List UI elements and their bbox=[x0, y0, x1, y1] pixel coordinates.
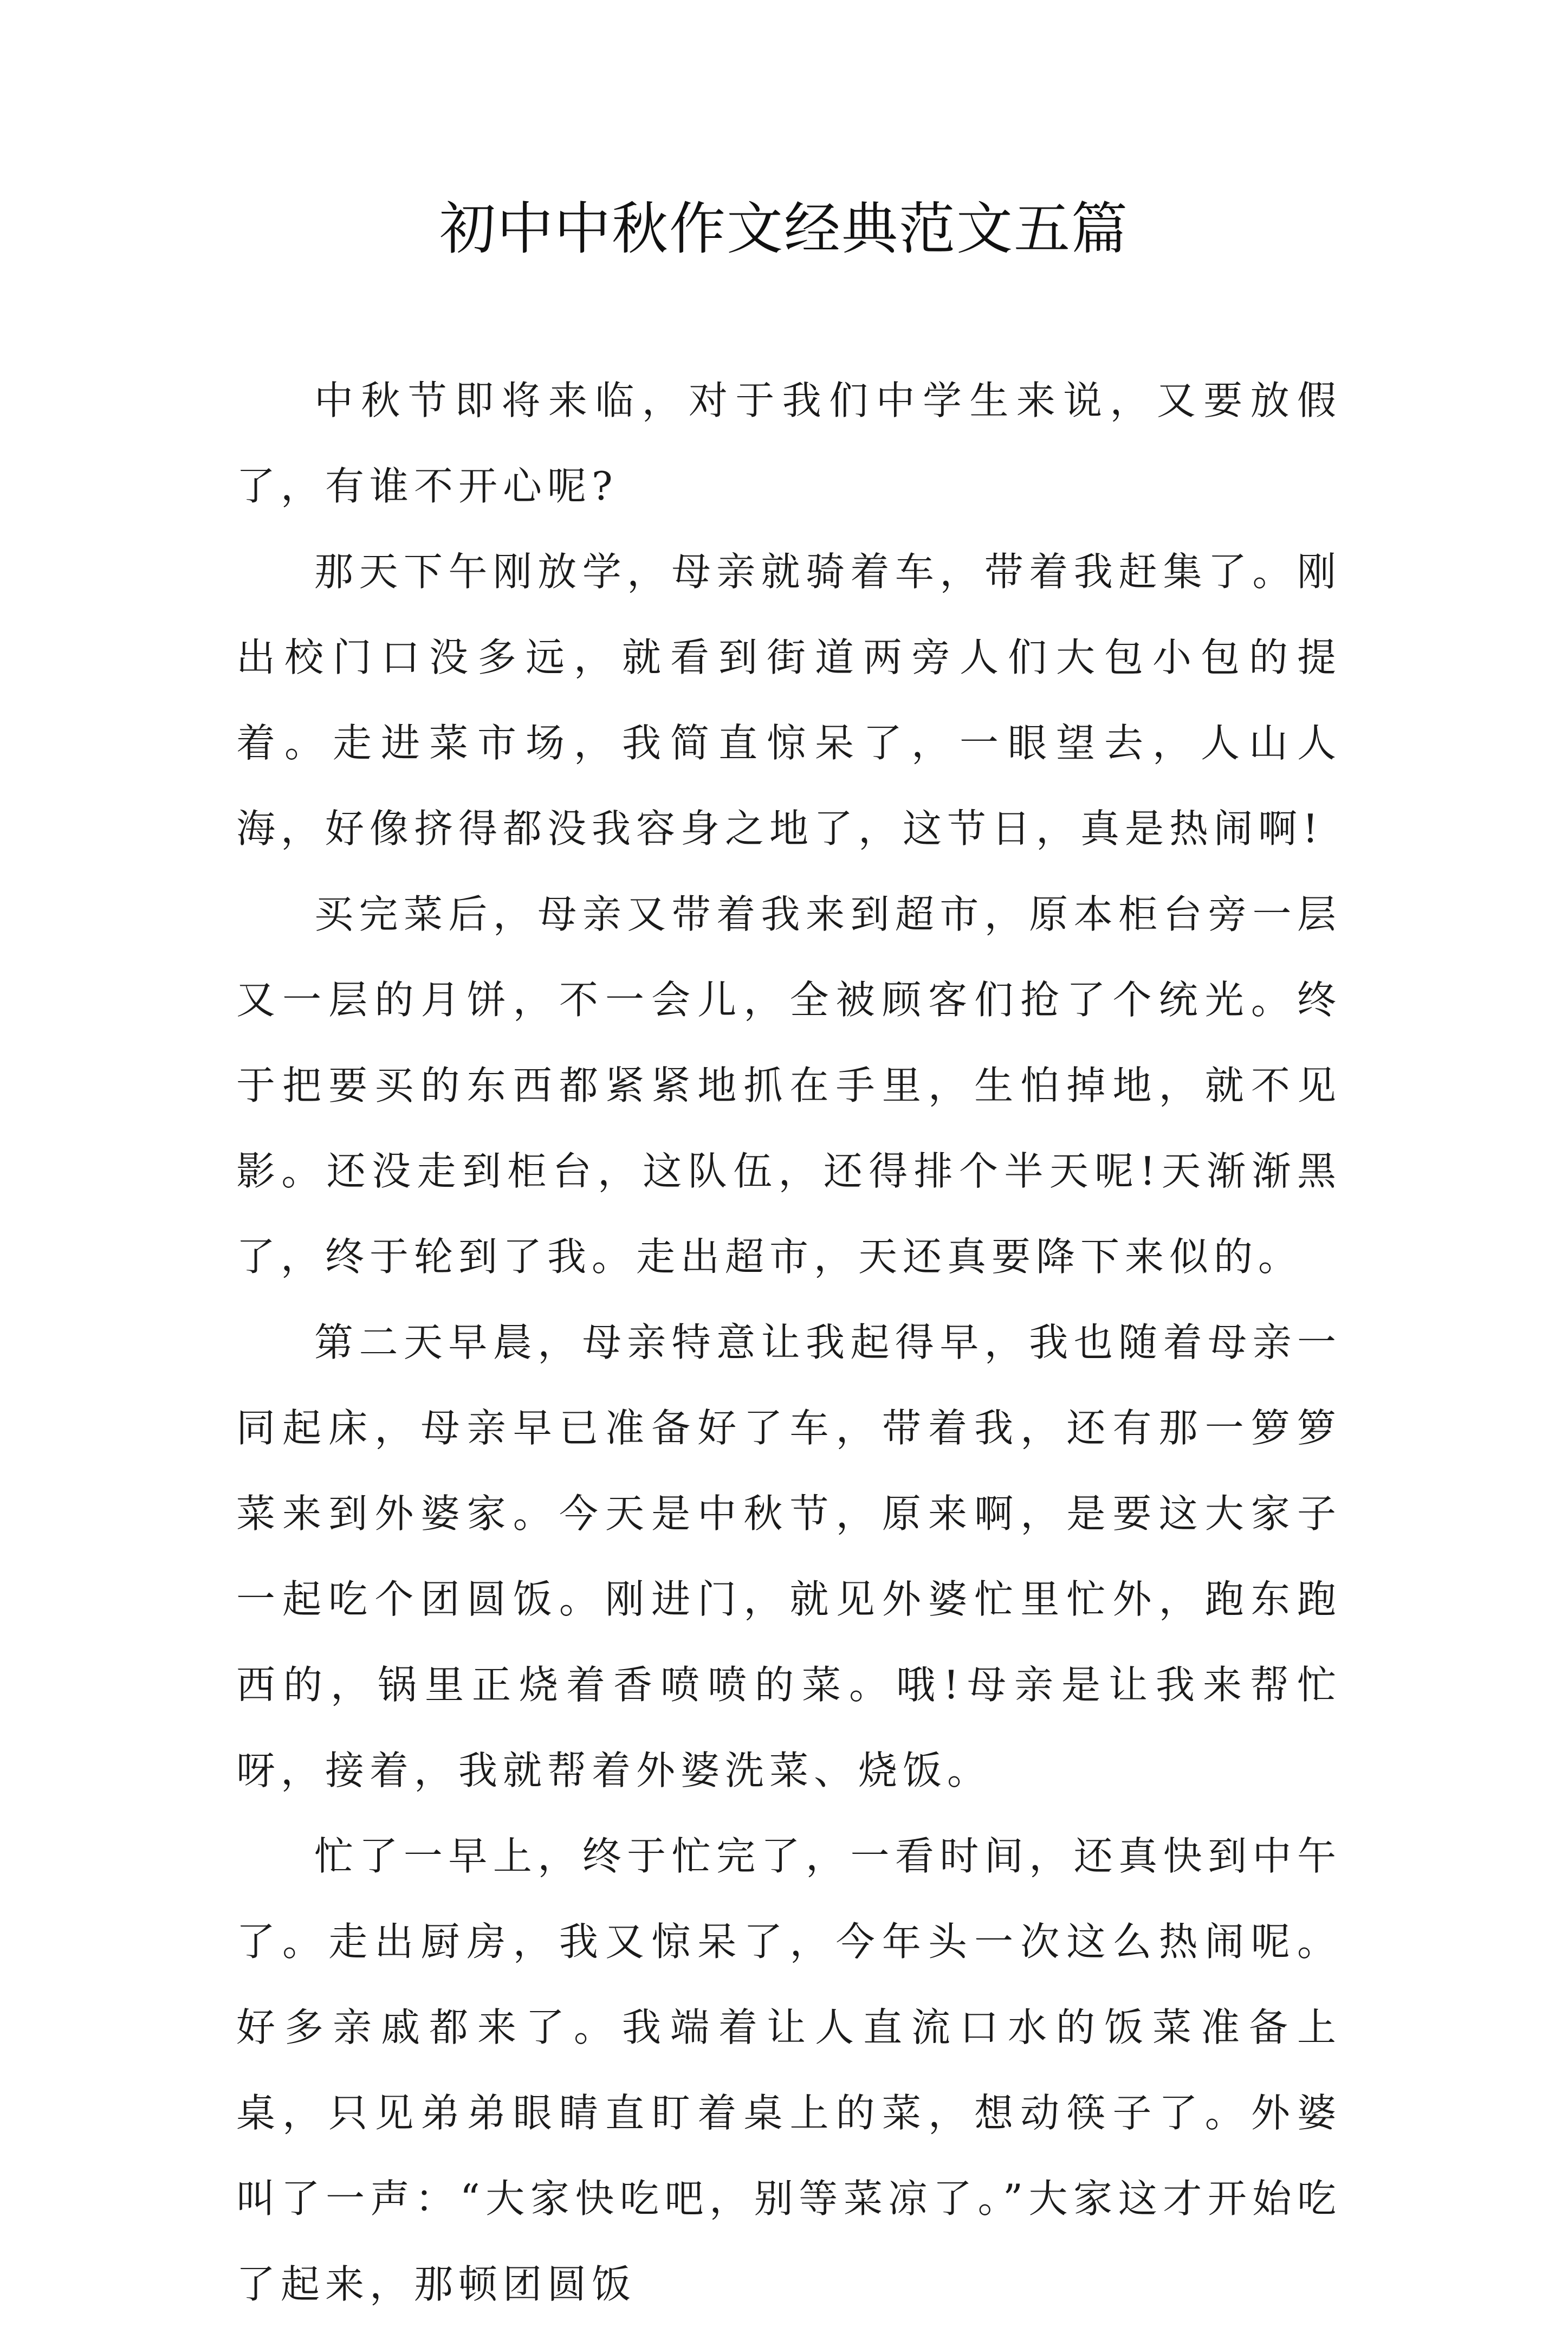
paragraph: 那天下午刚放学，母亲就骑着车，带着我赶集了。刚出校门口没多远，就看到街道两旁人们大包小包的提着。走进菜市场，我简直惊呆了，一眼望去，人山人海，好像挤得都没我容身之地了，这节日，真是热闹啊! bbox=[236, 549, 1342, 851]
paragraph: 买完菜后，母亲又带着我来到超市，原本柜台旁一层又一层的月饼，不一会儿，全被顾客们抢了个统光。终于把要买的东西都紧紧地抓在手里，生怕掉地，就不见影。还没走到柜台，这队伍，还得排个半天呢!天渐渐黑了，终于轮到了我。走出超市，天还真要降下来似的。 bbox=[236, 891, 1342, 1279]
document-title: 初中中秋作文经典范文五篇 bbox=[439, 196, 1129, 262]
paragraph: 中秋节即将来临，对于我们中学生来说，又要放假了，有谁不开心呢? bbox=[236, 378, 1342, 509]
paragraph: 忙了一早上，终于忙完了，一看时间，还真快到中午了。走出厨房，我又惊呆了，今年头一次这么热闹呢。好多亲戚都来了。我端着让人直流口水的饭菜准备上桌，只见弟弟眼睛直盯着桌上的菜，想动筷子了。外婆叫了一声：“大家快吃吧，别等菜凉了。”大家这才开始吃了起来，那顿团圆饭 bbox=[236, 1833, 1342, 2307]
document-body bbox=[236, 358, 1342, 2327]
paragraph: 第二天早晨，母亲特意让我起得早，我也随着母亲一同起床，母亲早已准备好了车，带着我，还有那一箩箩菜来到外婆家。今天是中秋节，原来啊，是要这大家子一起吃个团圆饭。刚进门，就见外婆忙里忙外，跑东跑西的，锅里正烧着香喷喷的菜。哦!母亲是让我来帮忙呀，接着，我就帮着外婆洗菜、烧饭。 bbox=[236, 1320, 1342, 1793]
